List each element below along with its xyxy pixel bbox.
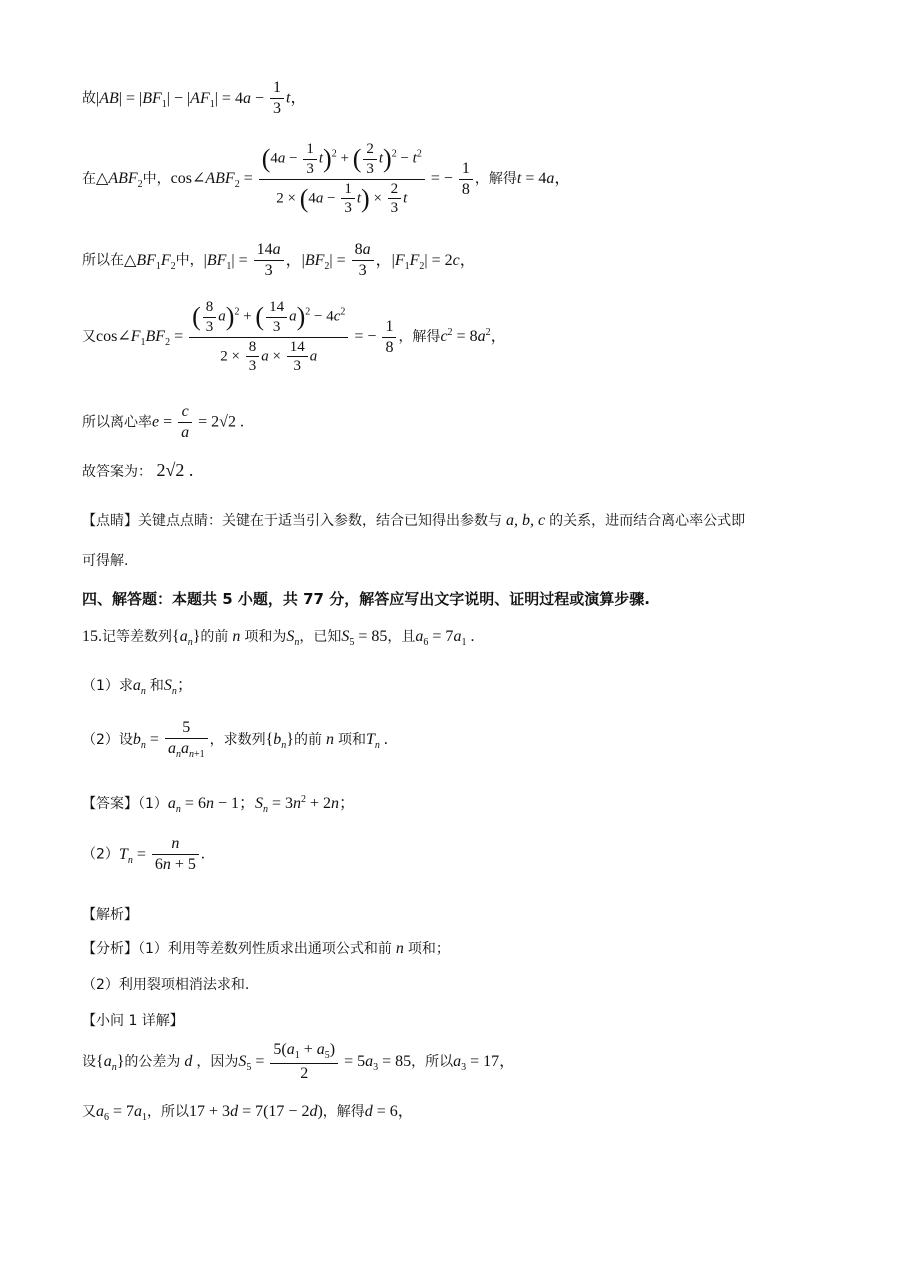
q1-label: （1） [82,678,119,694]
d2-text1: 又 [82,1104,96,1120]
text-jiede2: ，解得 [398,329,441,345]
fenxi1b: 项和； [407,941,450,957]
fenxi-line1: 【分析】（1）利用等差数列性质求出通项公式和前 n 项和； [82,940,450,957]
eq-eccentricity: 所以离心率e = $\frac{c}{a}$ = 2√2 . [82,403,244,441]
eq-cos-abf2: 在$\triangle ABF_2$中，$\cos\angle ABF_2$ = (4a − $\frac{1}{3}$ t)$^2$ + ( $\frac{2}{3}$ $t)^2 - t^2$ 2 × (4a − $\frac{1}{3}$ t) × $\frac{2}{3}$ t = − $\frac{1}{8}$ ，解得t = 4a， [82,141,571,217]
q2-text1: 设 [118,731,133,748]
stem2: 的前 [200,629,229,645]
text-you: 又 [82,329,96,345]
ans1-label: （1） [138,796,168,812]
fenxi1: （1）利用等差数列性质求出通项公式和前 [138,941,392,957]
d1-text2: 的公差为 [124,1053,181,1070]
d2-text2: ，所以 [147,1104,190,1120]
tip-line1: 【点睛】关键点点睛：关键在于适当引入参数，结合已知得出参数与 a, b, c 的关系，进而结合离心率公式即 [82,512,746,529]
q1-text1: 求 [118,678,133,694]
text-lixinlv: 所以离心率 [82,414,152,431]
problem15-stem: 15.记等差数列$\{a_n\}$的前 n 项和为$S_n$，已知$S_5 = 85$，且$a_6 = 7a_1$ . [82,628,475,648]
analysis-tag: 【解析】 [82,907,138,923]
d1-text3: ，因为 [196,1053,239,1070]
q2-text4: 项和 [337,731,366,748]
sub1-tag-line [82,1010,184,1030]
question-2: （2）设$b_n$ = $\frac{5}{a_na_{n+1}}$ ，求数列$\{b_n\}$的前 n 项和$T_n$ . [82,719,388,760]
text-suoyizai: 所以在 [82,252,124,269]
text-jiede: ，解得 [474,171,517,187]
detail-line1: 设$\{a_n\}$的公差为 d ，因为$S_5$ = $\frac{5(a_1 + a_5)}{2}$ = $5a_3 = 85$，所以$a_3 = 17$， [82,1041,516,1082]
sub1-tag: 【小问 1 详解】 [82,1013,184,1029]
fenxi-line2 [82,974,249,994]
d1-text4: ，所以 [411,1053,454,1070]
answer-tag: 【答案】 [82,796,138,812]
fenxi2: （2）利用裂项相消法求和. [82,977,250,993]
d1-text1: 设 [82,1053,96,1070]
eq-bf-lengths: 所以在$\triangle BF_1F_2$中，$|BF_1|$ = $\frac{14a}{3}$ ，$|BF_2|$ = $\frac{8a}{3}$ ，$|F_1F_2| = 2c$， [82,241,476,279]
eq-ab-length: 故$|AB| = |BF_1| - |AF_1| = 4a$ − $\frac{1}{3}$ t， [82,79,307,117]
d2-text3: ，解得 [322,1104,365,1120]
answer-line1: 【答案】$(1)a_n = 6n - 1$；$S_n = 3n^2 + 2n$； [82,794,356,815]
text-gu: 故 [82,90,96,107]
q2-text3: 的前 [293,731,322,748]
section-heading-text: 四、解答题：本题共 5 小题，共 77 分，解答应写出文字说明、证明过程或演算步骤. [82,590,650,608]
q2-label: （2） [82,731,119,748]
ans2-label: （2） [82,846,119,863]
stem4: ，已知 [299,629,342,645]
tip-tag: 【点睛】 [82,513,138,529]
text-answer-label: 故答案为： [82,464,152,480]
tip-text2: 的关系，进而结合离心率公式即 [549,513,746,529]
text-zhong2: 中， [175,252,204,269]
tip-text1: 关键点点睛：关键在于适当引入参数，结合已知得出参数与 [138,513,502,529]
fenxi-tag: 【分析】 [82,941,138,957]
text-zhong: 中， [142,171,171,187]
question-1: （1）求$a_n$ 和$S_n$； [82,677,193,697]
stem3: 项和为 [244,629,287,645]
tip-line2 [82,550,128,570]
q2-text2: ，求数列 [209,731,266,748]
stem5: ，且 [387,629,416,645]
tip-text3: 可得解. [82,553,129,569]
final-answer: 故答案为： 2√2 . [82,460,194,480]
analysis-tag-line [82,904,138,924]
q1-text2: 和 [149,678,164,694]
detail-line2: 又$a_6 = 7a_1$，所以17 + 3d = 7(17 − 2d)，解得d = 6， [82,1103,414,1123]
stem1: 记等差数列 [102,629,172,645]
eq-cos-f1bf2: 又$\cos\angle F_1BF_2$ = ( $\frac{8}{3}$ a)$^2$ + ( $\frac{14}{3}$ $a)^2 - 4c^2$ 2 × $\frac{8}{3}$ a × $\frac{14}{3}$ a = − $\frac{1}{8}$ ，解得$c^2 = 8a^2$， [82,299,507,375]
problem-number: 15. [82,628,102,645]
section-heading [82,588,650,609]
text-zai: 在 [82,171,96,187]
answer-line2: $(2)T_n$ = $\frac{n}{6n + 5}$ . [82,835,205,873]
